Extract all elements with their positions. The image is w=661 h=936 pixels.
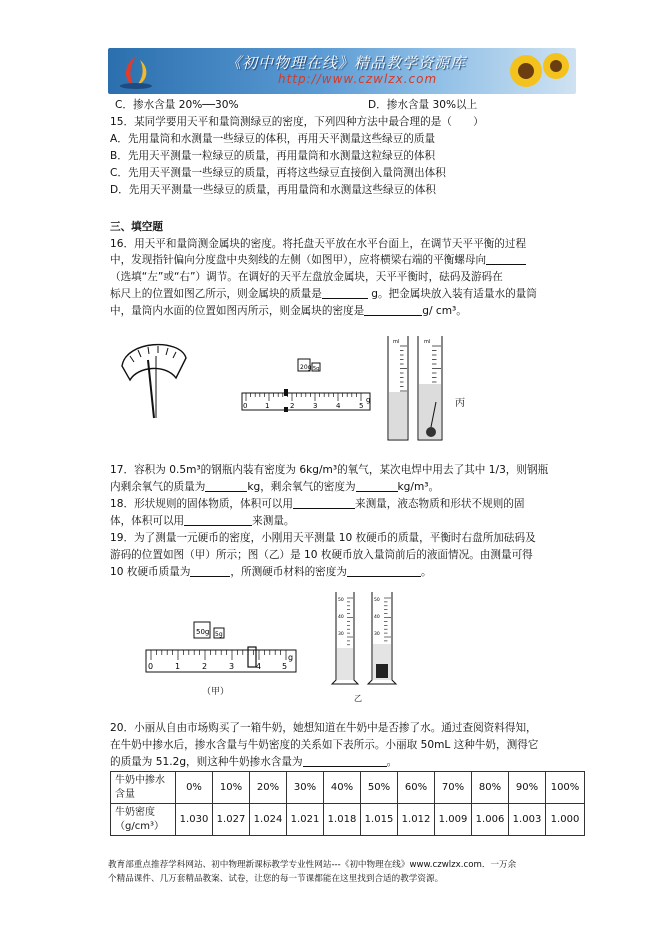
table-cell: 10% [213, 772, 250, 804]
section-heading-fill-in: 三、填空题 [110, 221, 163, 233]
header-url[interactable]: http://www.czwlzx.com [278, 72, 438, 86]
option-c-q14: C．掺水含量 20%──30% [115, 99, 239, 111]
answer-blank[interactable] [205, 480, 247, 492]
question-16-line3: （选填“左”或“右”）调节。在调好的天平左盘放金属块，天平平衡时，砝码及游码在 [110, 271, 503, 283]
question-16-line2: 中，发现指针偏向分度盘中央刻线的左侧（如图甲），应将横梁右端的平衡螺母向 [110, 253, 526, 267]
table-cell: 1.030 [176, 804, 213, 836]
table-cell: 30% [287, 772, 324, 804]
ruler-figure-yi [240, 357, 374, 413]
sunflower-icon [506, 50, 572, 92]
table-cell: 1.018 [324, 804, 361, 836]
question-19-line2: 游码的位置如图（甲）所示；图（乙）是 10 枚硬币放入量筒前后的液面情况。由测量可得 [110, 549, 533, 561]
svg-text:5g: 5g [313, 366, 320, 372]
answer-blank[interactable] [322, 287, 368, 299]
table-cell: 40% [324, 772, 361, 804]
option-d-q14: D．掺水含量 30%以上 [368, 99, 478, 111]
svg-text:ml: ml [393, 339, 400, 345]
table-cell: 90% [509, 772, 546, 804]
header-banner [108, 48, 576, 94]
svg-text:4: 4 [256, 662, 262, 671]
footer-line-1: 教育部重点推荐学科网站、初中物理新课标教学专业性网站---《初中物理在线》www.czwlzx.com．一万余 [108, 860, 517, 870]
table-cell: 20% [250, 772, 287, 804]
question-18-line2: 体，体积可以用 来测量。 [110, 515, 295, 527]
table-cell: 60% [398, 772, 435, 804]
answer-blank[interactable] [486, 253, 526, 265]
table-cell: 70% [435, 772, 472, 804]
q15-option-d: D．先用天平测量一些绿豆的质量，再用量筒和水测量这些绿豆的体积 [110, 184, 436, 196]
svg-text:5: 5 [282, 662, 288, 671]
question-17-line2: 内剩余氧气的质量为 kg，剩余氧气的密度为 kg/m³。 [110, 481, 440, 493]
table-cell: 1.015 [361, 804, 398, 836]
question-16-line5: 中，量筒内水面的位置如图丙所示，则金属块的密度是 g/ cm³。 [110, 305, 467, 317]
answer-blank[interactable] [190, 565, 230, 577]
svg-text:ml: ml [424, 339, 431, 345]
svg-text:3: 3 [229, 662, 235, 671]
svg-text:30: 30 [374, 632, 380, 637]
q15-option-b: B．先用天平测量一粒绿豆的质量，再用量筒和水测量这粒绿豆的体积 [110, 150, 436, 162]
svg-text:g: g [288, 653, 294, 662]
figure-label-jia: （甲） [202, 687, 230, 697]
answer-blank[interactable] [347, 565, 421, 577]
svg-text:0: 0 [148, 662, 154, 671]
question-20-line2: 在牛奶中掺水后，掺水含量与牛奶密度的关系如下表所示。小丽取 50mL 这种牛奶，测得它 [110, 739, 539, 751]
table-cell: 0% [176, 772, 213, 804]
svg-text:1: 1 [265, 402, 270, 410]
graduated-cylinders-figure [384, 332, 446, 444]
cylinders-with-coins-figure [330, 588, 404, 688]
table-cell: 1.012 [398, 804, 435, 836]
ruler-figure-jia [142, 616, 300, 678]
page-footer [108, 858, 560, 886]
question-20-line1: 20．小丽从自由市场购买了一箱牛奶，她想知道在牛奶中是否掺了水。通过查阅资料得知， [110, 722, 537, 734]
svg-text:50: 50 [374, 598, 380, 603]
svg-text:g: g [366, 396, 371, 404]
answer-blank[interactable] [293, 497, 355, 509]
svg-text:5: 5 [359, 402, 364, 410]
question-20-line3: 的质量为 51.2g，则这种牛奶掺水含量为 。 [110, 756, 398, 768]
answer-blank[interactable] [364, 304, 422, 316]
table-row [111, 772, 585, 804]
q15-option-c: C．先用天平测量一些绿豆的质量，再将这些绿豆直接倒入量筒测出体积 [110, 167, 446, 179]
footer-line-2: 个精品课件、几万套精品教案、试卷，让您的每一节课都能在这里找到合适的教学资源。 [108, 874, 444, 884]
figure-label-bing: 丙 [455, 398, 465, 409]
svg-text:20g: 20g [300, 364, 312, 371]
table-cell: 1.000 [546, 804, 585, 836]
svg-text:50: 50 [338, 598, 344, 603]
svg-text:50g: 50g [196, 628, 210, 636]
question-16-line1: 16．用天平和量筒测金属块的密度。将托盘天平放在水平台面上，在调节天平平衡的过程 [110, 238, 527, 250]
answer-blank[interactable] [303, 755, 387, 767]
svg-text:2: 2 [290, 402, 295, 410]
logo-icon [114, 52, 160, 90]
table-cell: 1.024 [250, 804, 287, 836]
question-19-line1: 19．为了测量一元硬币的密度，小刚用天平测量 10 枚硬币的质量，平衡时右盘所加砝码及 [110, 532, 536, 544]
milk-density-table [110, 771, 585, 836]
question-18-line1: 18．形状规则的固体物质，体积可以用 来测量，液态物质和形状不规则的固 [110, 498, 525, 510]
svg-text:4: 4 [336, 402, 341, 410]
svg-text:30: 30 [338, 632, 344, 637]
question-19-line3: 10 枚硬币质量为 ，所测硬币材料的密度为 。 [110, 566, 432, 578]
header-title: 《初中物理在线》精品教学资源库 [226, 54, 467, 72]
svg-text:5g: 5g [215, 631, 223, 638]
question-17-line1: 17．容积为 0.5m³的钢瓶内装有密度为 6kg/m³的氧气，某次电焊中用去了其中 1/3，则钢瓶 [110, 464, 549, 476]
table-header-cell: 牛奶密度（g/cm³） [111, 804, 176, 836]
svg-text:40: 40 [338, 615, 344, 620]
svg-text:1: 1 [175, 662, 181, 671]
figure-label-yi: 乙 [354, 694, 362, 703]
table-cell: 1.009 [435, 804, 472, 836]
table-cell: 1.003 [509, 804, 546, 836]
question-16-line4: 标尺上的位置如图乙所示，则金属块的质量是 g。把金属块放入装有适量水的量筒 [110, 288, 537, 300]
svg-text:0: 0 [243, 402, 248, 410]
table-cell: 80% [472, 772, 509, 804]
table-cell: 50% [361, 772, 398, 804]
svg-text:40: 40 [374, 615, 380, 620]
answer-blank[interactable] [184, 514, 252, 526]
answer-blank[interactable] [356, 480, 398, 492]
table-cell: 100% [546, 772, 585, 804]
table-cell: 1.021 [287, 804, 324, 836]
table-header-cell: 牛奶中掺水含量 [111, 772, 176, 804]
table-cell: 1.027 [213, 804, 250, 836]
question-15: 15．某同学要用天平和量筒测绿豆的密度，下列四种方法中最合理的是（ ） [110, 116, 484, 128]
balance-pointer-figure [118, 336, 193, 422]
svg-text:2: 2 [202, 662, 208, 671]
svg-text:3: 3 [313, 402, 318, 410]
table-cell: 1.006 [472, 804, 509, 836]
q15-option-a: A．先用量筒和水测量一些绿豆的体积，再用天平测量这些绿豆的质量 [110, 133, 436, 145]
table-row [111, 804, 585, 836]
